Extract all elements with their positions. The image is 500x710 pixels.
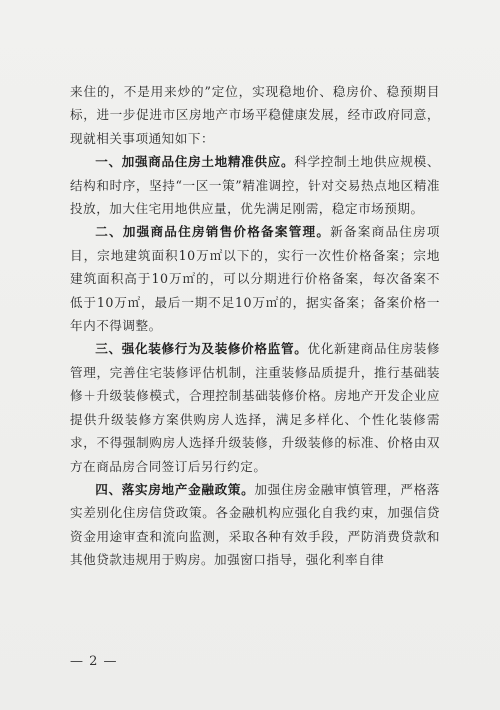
paragraph-text: 优化新建商品住房装修管理，完善住宅装修评估机制，注重装修品质提升，推行基础装修＋升级装修模式，合理控制基础装修价格。房地产开发企业应提供升级装修方案供购房人选择，满足多样化、个性化装修需求，不得强制购房人选择升级装修，升级装修的标准、价格由双方在商品房合同签订后另行约定。: [70, 341, 441, 474]
paragraph-land-supply: [70, 150, 440, 220]
section-heading: 一、加强商品住房土地精准供应。: [95, 154, 295, 170]
paragraph-price-filing: [70, 220, 440, 337]
paragraph-text: 新备案商品住房项目，宗地建筑面积10万㎡以下的，实行一次性价格备案；宗地建筑面积高于10万㎡的，可以分期进行价格备案，每次备案不低于10万㎡，最后一期不足10万㎡的，据实备案；备案价格一年内不得调整。: [70, 224, 441, 334]
paragraph-intro: [70, 80, 440, 150]
paragraph-text: 科学控制土地供应规模、结构和时序，坚持“一区一策”精准调控，针对交易热点地区精准投放，加大住宅用地供应量，优先满足刚需，稳定市场预期。: [70, 154, 441, 217]
page-number: — 2 —: [70, 654, 118, 669]
section-heading: 三、强化装修行为及装修价格监管。: [95, 341, 308, 357]
document-body: [70, 80, 440, 572]
paragraph-decoration: [70, 337, 440, 477]
paragraph-text: 加强住房金融审慎管理，严格落实差别化住房信贷政策。各金融机构应强化自我约束，加强信贷资金用途审查和流向监测，采取各种有效手段，严防消费贷款和其他贷款违规用于购房。加强窗口指导，强化利率自律: [70, 481, 441, 568]
paragraph-finance: [70, 478, 440, 572]
section-heading: 四、落实房地产金融政策。: [95, 481, 255, 497]
paragraph-text: 来住的，不是用来炒的”定位，实现稳地价、稳房价、稳预期目标，进一步促进市区房地产市场平稳健康发展，经市政府同意，现就相关事项通知如下：: [70, 84, 440, 146]
section-heading: 二、加强商品住房销售价格备案管理。: [95, 224, 331, 240]
